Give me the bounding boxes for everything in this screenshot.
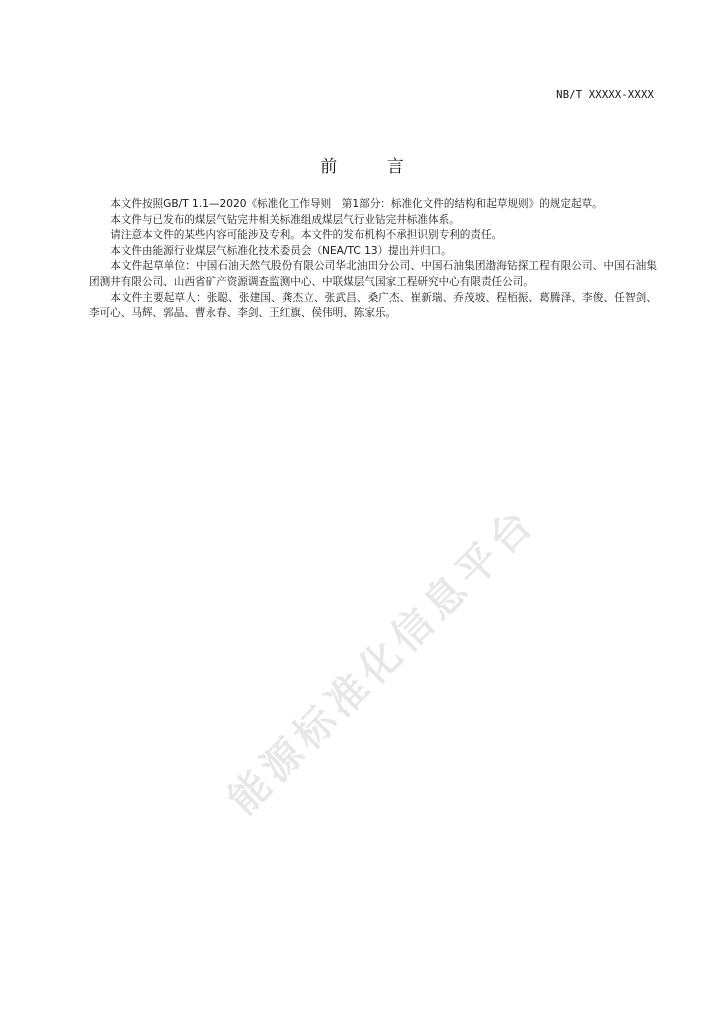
standard-code: NB/T XXXXX-XXXX (556, 89, 654, 101)
watermark-text: 能源标准化信息平台 (219, 498, 546, 824)
paragraph-drafting-units: 本文件起草单位：中国石油天然气股份有限公司华北油田分公司、中国石油集团渤海钻探工程有限公司、中国石油集团测井有限公司、山西省矿产资源调查监测中心、中联煤层气国家工程研究中心有限责任公司。 (89, 260, 657, 288)
page-title: 前 言 (320, 157, 426, 177)
foreword-body (89, 197, 657, 322)
paragraph-standard-system: 本文件与已发布的煤层气钻完井相关标准组成煤层气行业钻完井标准体系。 (110, 213, 460, 226)
paragraph-proposer: 本文件由能源行业煤层气标准化技术委员会（NEA/TC 13）提出并归口。 (110, 244, 452, 257)
paragraph-drafting-rules: 本文件按照GB/T 1.1—2020《标准化工作导则 第1部分：标准化文件的结构和起草规则》的规定起草。 (110, 198, 603, 210)
paragraph-drafters: 本文件主要起草人：张聪、张建国、龚杰立、张武昌、桑广杰、崔新瑞、乔茂坡、程栢振、葛腾泽、李俊、任智剑、李可心、马辉、郭晶、曹永春、李剑、王红旗、侯伟明、陈家乐。 (89, 291, 657, 320)
paragraph-patent-notice: 请注意本文件的某些内容可能涉及专利。本文件的发布机构不承担识别专利的责任。 (110, 229, 503, 242)
